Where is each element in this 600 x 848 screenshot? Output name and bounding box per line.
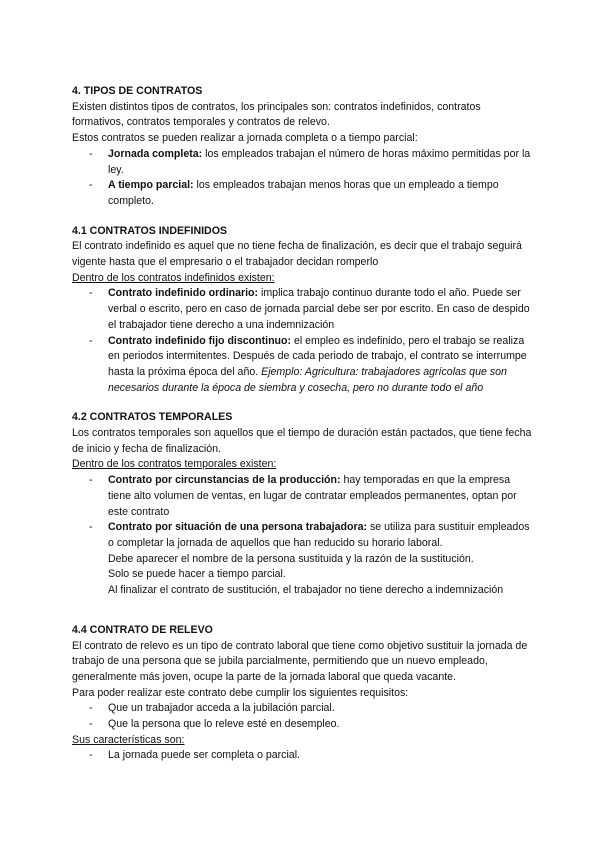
section-4-4-requirements: Para poder realizar este contrato debe cumplir los siguientes requisitos: bbox=[72, 686, 409, 699]
section-4-list bbox=[72, 147, 532, 210]
section-4-1-title: 4.1 CONTRATOS INDEFINIDOS bbox=[72, 224, 228, 237]
list-item: - A tiempo parcial: los empleados trabajan menos horas que un empleado a tiempo completo. bbox=[89, 179, 499, 207]
section-4-title: 4. TIPOS DE CONTRATOS bbox=[72, 85, 203, 97]
section-4-4-subheading: Sus características son: bbox=[72, 733, 185, 746]
list-item: - Jornada completa: los empleados trabajan el número de horas máximo permitidas por la ley. bbox=[89, 147, 531, 176]
list-item: - Contrato por situación de una persona trabajadora: se utiliza para sustituir empleados o completar la jornada de aquellos que han reducido su horario laboral. Debe aparecer el nombre de la persona sustituida y la razón de la sustitución. Solo se puede hacer a tiempo parcial. Al finalizar el contrato de sustitución, el trabajador no tiene derecho a indemnización bbox=[72, 520, 532, 599]
list-item: - Contrato por circunstancias de la producción: hay temporadas en que la empresa tiene alto volumen de ventas, en lugar de contratar empleados permanentes, optan por este contrato bbox=[89, 474, 517, 518]
list-item: - La jornada puede ser completa o parcial. bbox=[89, 749, 300, 762]
document-page bbox=[72, 84, 532, 764]
list-item-note: Debe aparecer el nombre de la persona sustituida y la razón de la sustitución. bbox=[108, 552, 474, 565]
list-item-note: Al finalizar el contrato de sustitución, el trabajador no tiene derecho a indemnización bbox=[108, 584, 504, 597]
list-item: - Contrato indefinido fijo discontinuo: el empleo es indefinido, pero el trabajo se realiza en periodos intermitentes. Después de cada periodo de trabajo, el contrato se interrumpe hasta la próxima época del año. Ejemplo: Agricultura: trabajadores agrícolas que son necesarios durante la época de siembra y cosecha, pero no durante todo el año bbox=[89, 334, 527, 394]
section-4-2-intro: Los contratos temporales son aquellos que el tiempo de duración están pactados, que tiene fecha de inicio y fecha de finalización. bbox=[72, 427, 532, 455]
list-item-note: Solo se puede hacer a tiempo parcial. bbox=[108, 568, 286, 581]
section-4-4-req-list bbox=[72, 701, 532, 732]
list-item: - Que la persona que lo releve esté en desempleo. bbox=[89, 718, 340, 731]
list-item: - Que un trabajador acceda a la jubilación parcial. bbox=[89, 702, 335, 715]
section-4-1-intro: El contrato indefinido es aquel que no tiene fecha de finalización, es decir que el trabajo seguirá vigente hasta que el empresario o el trabajador decidan romperlo bbox=[72, 240, 522, 269]
list-item: - Contrato indefinido ordinario: implica trabajo continuo durante todo el año. Puede ser verbal o escrito, pero en caso de jornada parcial debe ser por escrito. En caso de despido el trabajador tiene derecho a una indemnización bbox=[89, 287, 530, 331]
section-4-1-list bbox=[72, 286, 532, 396]
section-4-2-subheading: Dentro de los contratos temporales existen: bbox=[72, 458, 277, 471]
section-4-2-title: 4.2 CONTRATOS TEMPORALES bbox=[72, 411, 233, 424]
section-4-4-char-list bbox=[72, 748, 532, 764]
section-4-intro-2: Estos contratos se pueden realizar a jornada completa o a tiempo parcial: bbox=[72, 132, 418, 145]
section-4-4-title: 4.4 CONTRATO DE RELEVO bbox=[72, 623, 213, 636]
section-4-2-list bbox=[72, 473, 532, 599]
section-4-4-intro: El contrato de relevo es un tipo de contrato laboral que tiene como objetivo sustituir la jornada de trabajo de una persona que se jubila parcialmente, permitiendo que un nuevo empleado, generalmente más joven, ocupe la parte de la jornada laboral que queda vacante. bbox=[72, 639, 528, 683]
section-4-intro: Existen distintos tipos de contratos, los principales son: contratos indefinidos, contratos formativos, contratos temporales y contratos de relevo. bbox=[72, 100, 481, 129]
section-4-1-subheading: Dentro de los contratos indefinidos existen: bbox=[72, 271, 275, 284]
